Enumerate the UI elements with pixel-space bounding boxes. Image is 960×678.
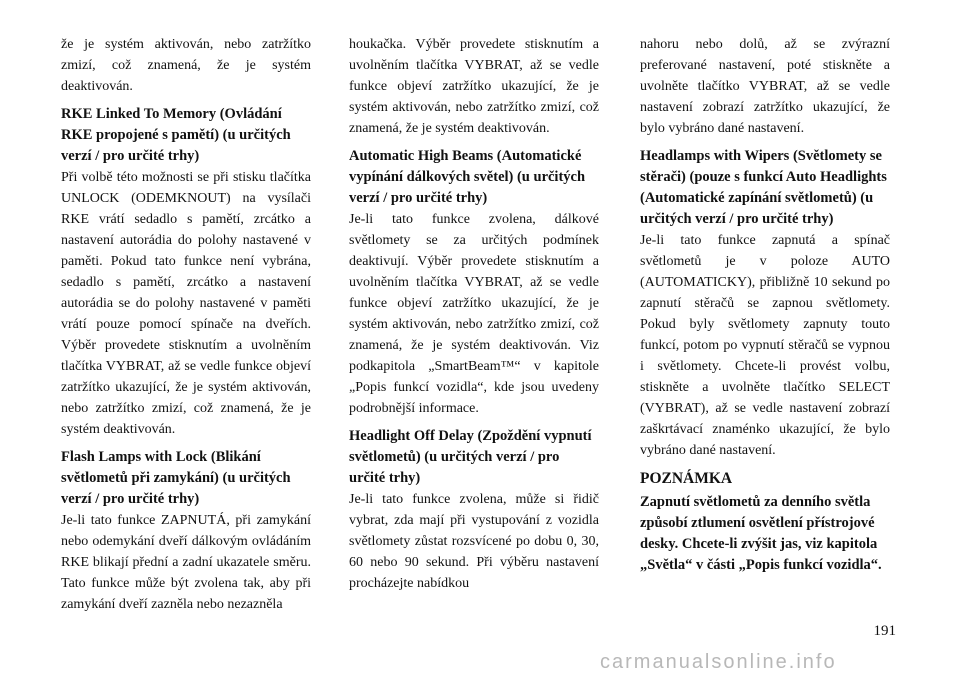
column-1 [61,34,311,615]
section-heading-headlight-off-delay: Headlight Off Delay (Zpoždění vypnutí světlometů) (u určitých verzí / pro určité trhy) [349,428,592,486]
paragraph: že je systém aktivován, nebo zatržítko zmizí, což znamená, že je systém deaktivován. [61,37,311,94]
column-3 [640,34,890,576]
paragraph: houkačka. Výběr provedete stisknutím a uvolněním tlačítka VYBRAT, až se vedle funkce objeví zatržítko ukazující, že je systém aktivován, nebo zatržítko zmizí, což znamená, že je systém deaktivován. [349,37,599,136]
paragraph: Je-li tato funkce zvolena, dálkové světlomety se za určitých podmínek deaktivují. Výběr provedete stisknutím a uvolněním tlačítka VYBRAT, až se vedle funkce objeví zatržítko ukazující, že je systém aktivován, nebo zatržítko zmizí, což znamená, že je systém deaktivován. Viz podkapitola „SmartBeam™“ v kapitole „Popis funkcí vozidla“, kde jsou uvedeny podrobnější informace. [349,212,599,416]
section-heading-headlamps-with-wipers: Headlamps with Wipers (Světlomety se stěrači) (pouze s funkcí Auto Headlights (Automatické zapínání světlometů) (u určitých verzí / pro určité trhy) [640,148,887,227]
section-heading-rke-linked-to-memory: RKE Linked To Memory (Ovládání RKE propojené s pamětí) (u určitých verzí / pro určité trhy) [61,106,291,164]
column-2 [349,34,599,594]
watermark: carmanualsonline.info [600,651,837,673]
section-heading-flash-lamps-with-lock: Flash Lamps with Lock (Blikání světlometů při zamykání) (u určitých verzí / pro určité trhy) [61,449,291,507]
paragraph: Při volbě této možnosti se při stisku tlačítka UNLOCK (ODEMKNOUT) na vysílači RKE vrátí sedadlo s pamětí, zrcátko a nastavení autorádia do polohy nastavené v paměti. Pokud tato funkce není vybrána, sedadlo s pamětí, zrcátko a nastavení autorádia se do polohy nastavené v paměti vrátí pouze pomocí spínače na dveřích. Výběr provedete stisknutím a uvolněním tlačítka VYBRAT, až se vedle funkce objeví zatržítko ukazující, že je systém aktivován, nebo zatržítko zmizí, což znamená, že je systém deaktivován. [61,170,311,437]
page-number: 191 [873,623,896,639]
paragraph: Je-li tato funkce zvolena, může si řidič vybrat, zda mají při vystupování z vozidla světlomety zůstat rozsvícené po dobu 0, 30, 60 nebo 90 sekund. Při výběru nastavení procházejte nabídkou [349,492,599,591]
paragraph: Je-li tato funkce ZAPNUTÁ, při zamykání nebo odemykání dveří dálkovým ovládáním RKE blikají přední a zadní ukazatele směru. Tato funkce může být zvolena tak, aby při zamykání dveří zazněla nebo nezazněla [61,513,311,612]
note-text: Zapnutí světlometů za denního světla způsobí ztlumení osvětlení přístrojové desky. Chcete-li zvýšit jas, viz kapitola „Světla“ v části „Popis funkcí vozidla“. [640,494,882,573]
note-heading: POZNÁMKA [640,470,733,487]
section-heading-automatic-high-beams: Automatic High Beams (Automatické vypínání dálkových světel) (u určitých verzí / pro určité trhy) [349,148,586,206]
paragraph: nahoru nebo dolů, až se zvýrazní preferované nastavení, poté stiskněte a uvolněte tlačítko VYBRAT, až se vedle nastavení zobrazí zatržítko ukazující, že bylo vybráno dané nastavení. [640,37,890,136]
paragraph: Je-li tato funkce zapnutá a spínač světlometů je v poloze AUTO (AUTOMATICKY), přibližně 10 sekund po zapnutí stěračů se zapnou světlomety. Pokud byly světlomety zapnuty touto funkcí, potom po vypnutí stěračů se vypnou i světlomety. Chcete-li provést volbu, stiskněte a uvolněte tlačítko SELECT (VYBRAT), až se vedle nastavení zobrazí zaškrtávací znaménko ukazující, že bylo vybráno dané nastavení. [640,233,890,458]
